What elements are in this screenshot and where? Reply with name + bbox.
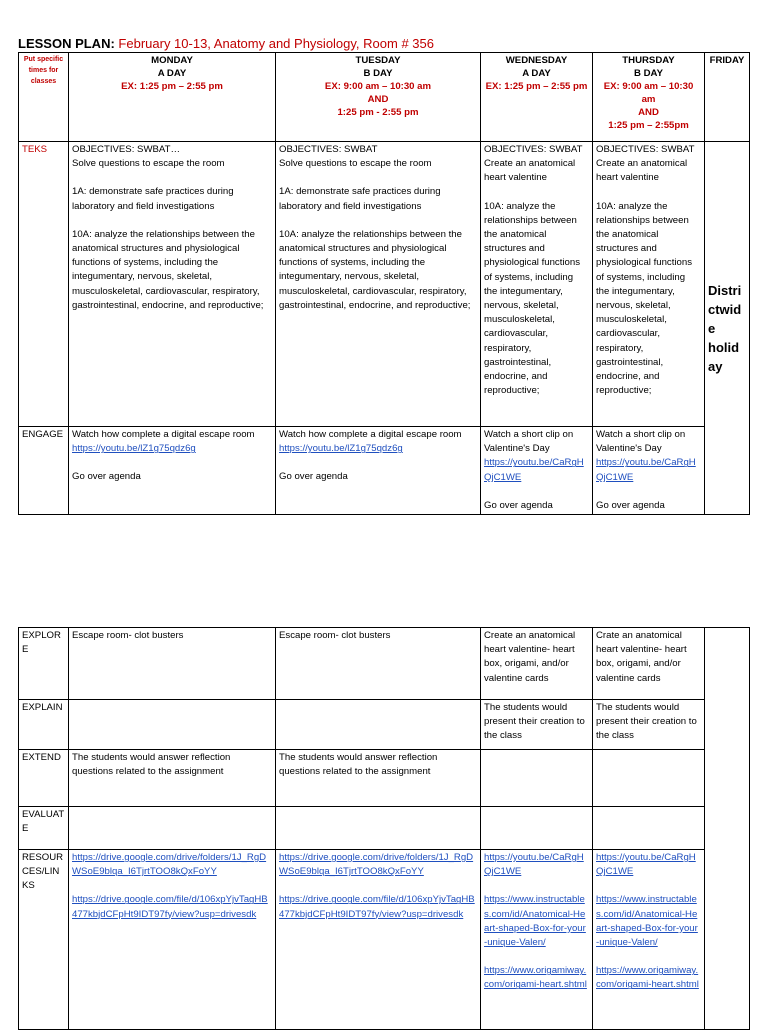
lesson-plan-table-bottom bbox=[18, 627, 750, 1030]
objective: OBJECTIVES: SWBAT bbox=[484, 144, 583, 155]
video-link[interactable]: https://youtu.be/CaRgHQjC1WE bbox=[596, 457, 696, 483]
engage-tuesday bbox=[276, 427, 481, 515]
agenda-text: Go over agenda bbox=[279, 471, 348, 483]
exam-time-2: 1:25 pm – 2:55pm bbox=[608, 120, 689, 131]
drive-file-link[interactable]: https://drive.google.com/file/d/106xpYjvTagHB477kbjdCFpHt9IDT97fy/view?usp=drivesdk bbox=[279, 894, 475, 920]
engage-text: Watch a short clip on Valentine's Day bbox=[484, 429, 574, 455]
agenda-text: Go over agenda bbox=[484, 499, 553, 511]
explain-monday bbox=[69, 700, 276, 750]
row-label-explain: EXPLAIN bbox=[19, 700, 69, 750]
friday-holiday: Districtwide holiday bbox=[705, 142, 750, 515]
engage-thursday bbox=[593, 427, 705, 515]
teks-row bbox=[19, 142, 750, 427]
header-wednesday bbox=[481, 53, 593, 142]
agenda-text: Go over agenda bbox=[596, 499, 665, 511]
teks-thursday bbox=[593, 142, 705, 427]
engage-text: Watch how complete a digital escape room bbox=[279, 429, 462, 440]
day-name: WEDNESDAY bbox=[505, 55, 568, 66]
engage-row bbox=[19, 427, 750, 515]
corner-cell: Put specific times for classes bbox=[19, 53, 69, 142]
teks-wednesday bbox=[481, 142, 593, 427]
explore-tuesday: Escape room- clot busters bbox=[276, 628, 481, 700]
friday-blank bbox=[705, 628, 750, 1030]
agenda-text: Go over agenda bbox=[72, 471, 141, 483]
engage-text: Watch how complete a digital escape room bbox=[72, 429, 255, 440]
title-label: LESSON PLAN: bbox=[18, 36, 115, 51]
exam-time-2: 1:25 pm - 2:55 pm bbox=[337, 107, 419, 118]
standard-10a: 10A: analyze the relationships between the anatomical structures and physiological functions of systems, including the integumentary, nervous, skeletal, musculoskeletal, cardiovascular, respiratory, gastrointestinal, endocrine, and reproductive; bbox=[279, 228, 471, 311]
row-label-teks: TEKS bbox=[19, 142, 69, 427]
header-monday bbox=[69, 53, 276, 142]
engage-text: Watch a short clip on Valentine's Day bbox=[596, 429, 686, 455]
explain-tuesday bbox=[276, 700, 481, 750]
exam-time: EX: 1:25 pm – 2:55 pm bbox=[121, 81, 223, 92]
explore-wednesday: Create an anatomical heart valentine- heart box, origami, and/or valentine cards bbox=[481, 628, 593, 700]
explain-row bbox=[19, 700, 750, 750]
evaluate-tuesday bbox=[276, 807, 481, 850]
objective: OBJECTIVES: SWBAT… bbox=[72, 144, 181, 155]
header-thursday bbox=[593, 53, 705, 142]
drive-file-link[interactable]: https://drive.google.com/file/d/106xpYjvTagHB477kbjdCFpHt9IDT97fy/view?usp=drivesdk bbox=[72, 894, 268, 920]
drive-folder-link[interactable]: https://drive.google.com/drive/folders/1J_RgDWSoE9blqa_I6TjrtTOO8kQxFoYY bbox=[72, 852, 267, 878]
resources-thursday bbox=[593, 850, 705, 1030]
resources-wednesday bbox=[481, 850, 593, 1030]
instructables-link[interactable]: https://www.instructables.com/id/Anatomical-Heart-shaped-Box-for-your-unique-Valen/ bbox=[596, 894, 698, 949]
day-rotation: B DAY bbox=[634, 68, 663, 79]
extend-row bbox=[19, 750, 750, 807]
title-text: February 10-13, Anatomy and Physiology, Room # 356 bbox=[118, 36, 434, 51]
day-rotation: B DAY bbox=[363, 68, 393, 79]
day-name: FRIDAY bbox=[709, 55, 745, 66]
teks-monday bbox=[69, 142, 276, 427]
standard-10a: 10A: analyze the relationships between the anatomical structures and physiological functions of systems, including the integumentary, nervous, skeletal, musculoskeletal, cardiovascular, respiratory, gastrointestinal, endocrine, and reproductive; bbox=[72, 228, 264, 311]
page-title bbox=[18, 36, 434, 51]
objective-detail: Solve questions to escape the room bbox=[279, 158, 432, 170]
engage-wednesday bbox=[481, 427, 593, 515]
youtube-link[interactable]: https://youtu.be/CaRgHQjC1WE bbox=[596, 852, 696, 878]
explore-row bbox=[19, 628, 750, 700]
day-name: TUESDAY bbox=[355, 55, 401, 66]
row-label-engage: ENGAGE bbox=[19, 427, 69, 515]
standard-10a: 10A: analyze the relationships between the anatomical structures and physiological functions of systems, including the integumentary, nervous, skeletal, musculoskeletal, cardiovascular, respiratory, gastrointestinal, endocrine, and reproductive; bbox=[596, 200, 692, 397]
row-label-evaluate: EVALUATE bbox=[19, 807, 69, 850]
explore-thursday: Crate an anatomical heart valentine- heart box, origami, and/or valentine cards bbox=[593, 628, 705, 700]
day-name: MONDAY bbox=[151, 55, 193, 66]
extend-monday: The students would answer reflection questions related to the assignment bbox=[69, 750, 276, 807]
explain-thursday: The students would present their creation to the class bbox=[593, 700, 705, 750]
standard-10a: 10A: analyze the relationships between the anatomical structures and physiological functions of systems, including the integumentary, nervous, skeletal, musculoskeletal, cardiovascular, respiratory, gastrointestinal, endocrine, and reproductive; bbox=[484, 200, 580, 397]
youtube-link[interactable]: https://youtu.be/CaRgHQjC1WE bbox=[484, 852, 584, 878]
row-label-extend: EXTEND bbox=[19, 750, 69, 807]
explore-monday: Escape room- clot busters bbox=[69, 628, 276, 700]
header-tuesday bbox=[276, 53, 481, 142]
exam-time: EX: 9:00 am – 10:30 am bbox=[324, 81, 432, 92]
header-friday bbox=[705, 53, 750, 142]
day-name: THURSDAY bbox=[622, 55, 675, 66]
evaluate-thursday bbox=[593, 807, 705, 850]
drive-folder-link[interactable]: https://drive.google.com/drive/folders/1J_RgDWSoE9blqa_I6TjrtTOO8kQxFoYY bbox=[279, 852, 474, 878]
objective-detail: Create an anatomical heart valentine bbox=[596, 158, 688, 184]
extend-thursday bbox=[593, 750, 705, 807]
row-label-resources: RESOURCES/LINKS bbox=[19, 850, 69, 1030]
resources-row bbox=[19, 850, 750, 1030]
video-link[interactable]: https://youtu.be/lZ1g75qdz6g bbox=[72, 443, 196, 455]
evaluate-row bbox=[19, 807, 750, 850]
day-rotation: A DAY bbox=[157, 68, 187, 79]
teks-tuesday bbox=[276, 142, 481, 427]
row-label-explore: EXPLORE bbox=[19, 628, 69, 700]
exam-time: EX: 1:25 pm – 2:55 pm bbox=[485, 81, 588, 92]
lesson-plan-table-top bbox=[18, 52, 750, 515]
instructables-link[interactable]: https://www.instructables.com/id/Anatomical-Heart-shaped-Box-for-your-unique-Valen/ bbox=[484, 894, 586, 949]
header-row bbox=[19, 53, 750, 142]
evaluate-wednesday bbox=[481, 807, 593, 850]
extend-tuesday: The students would answer reflection questions related to the assignment bbox=[276, 750, 481, 807]
resources-tuesday bbox=[276, 850, 481, 1030]
objective: OBJECTIVES: SWBAT bbox=[596, 144, 695, 155]
engage-monday bbox=[69, 427, 276, 515]
explain-wednesday: The students would present their creation to the class bbox=[481, 700, 593, 750]
video-link[interactable]: https://youtu.be/CaRgHQjC1WE bbox=[484, 457, 584, 483]
objective: OBJECTIVES: SWBAT bbox=[279, 144, 378, 155]
standard-1a: 1A: demonstrate safe practices during laboratory and field investigations bbox=[279, 186, 441, 212]
extend-wednesday bbox=[481, 750, 593, 807]
exam-time: EX: 9:00 am – 10:30 am bbox=[603, 81, 694, 105]
video-link[interactable]: https://youtu.be/lZ1g75qdz6g bbox=[279, 443, 403, 455]
resources-monday bbox=[69, 850, 276, 1030]
objective-detail: Create an anatomical heart valentine bbox=[484, 158, 576, 184]
and-text: AND bbox=[638, 107, 659, 118]
objective-detail: Solve questions to escape the room bbox=[72, 158, 225, 170]
and-text: AND bbox=[367, 94, 389, 105]
origami-link[interactable]: https://www.origamiway.com/origami-heart.shtml bbox=[596, 965, 699, 991]
standard-1a: 1A: demonstrate safe practices during laboratory and field investigations bbox=[72, 186, 234, 212]
origami-link[interactable]: https://www.origamiway.com/origami-heart.shtml bbox=[484, 965, 587, 991]
day-rotation: A DAY bbox=[522, 68, 551, 79]
evaluate-monday bbox=[69, 807, 276, 850]
